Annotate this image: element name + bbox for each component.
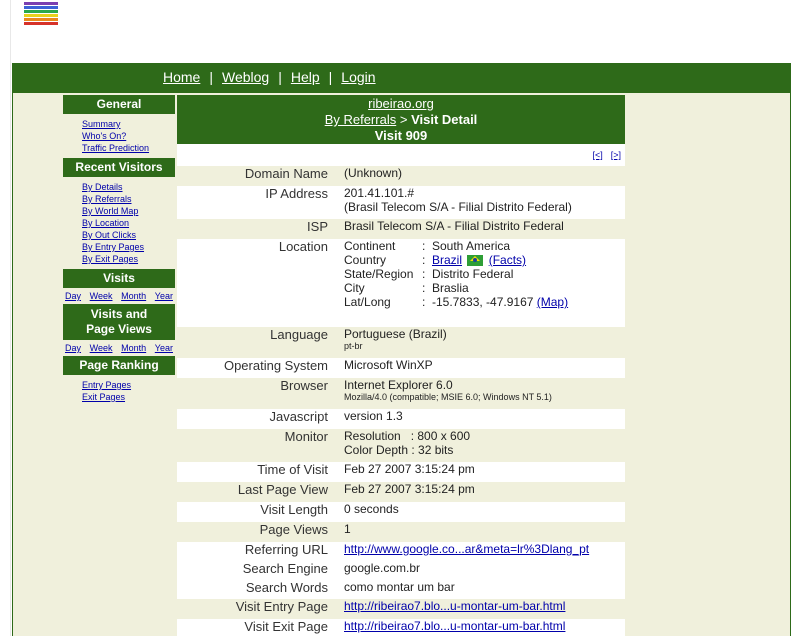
label-domain: Domain Name — [177, 166, 336, 186]
sidebar-item-summary[interactable]: Summary — [82, 119, 121, 129]
label-length: Visit Length — [260, 502, 328, 517]
row-language — [177, 327, 625, 358]
label-isp: ISP — [177, 219, 336, 239]
label-browser: Browser — [177, 378, 336, 409]
left-edge-line — [10, 0, 11, 636]
colon: : — [422, 267, 426, 281]
row-page-views — [177, 522, 625, 542]
brazil-flag-icon — [467, 255, 483, 266]
facts-link[interactable]: (Facts) — [488, 253, 527, 267]
row-monitor — [177, 429, 625, 462]
continent-value: South America — [432, 239, 511, 253]
user-agent: Mozilla/4.0 (compatible; MSIE 6.0; Windows NT 5.1) — [344, 392, 552, 402]
location-table — [344, 239, 568, 309]
value-javascript: version 1.3 — [344, 409, 403, 423]
value-refurl — [336, 542, 625, 561]
label-javascript: Javascript — [269, 409, 328, 424]
latlong-key: Lat/Long — [344, 295, 391, 309]
value-lastpage: Feb 27 2007 3:15:24 pm — [336, 482, 625, 502]
sidebar-item-by-out-clicks[interactable]: By Out Clicks — [82, 230, 137, 240]
row-isp — [177, 219, 625, 239]
nav-separator: | — [209, 69, 213, 85]
detail-table — [177, 166, 625, 639]
row-exit-page — [177, 619, 625, 639]
pv-week-link[interactable]: Week — [89, 343, 113, 353]
breadcrumb — [177, 112, 625, 128]
label-refurl: Referring URL — [244, 542, 328, 557]
label-exit: Visit Exit Page — [244, 619, 328, 634]
sidebar-heading-visits-page-views: Visits and Page Views — [63, 304, 175, 340]
top-nav — [163, 69, 376, 85]
state-value: Distrito Federal — [432, 267, 514, 281]
row-location — [177, 239, 625, 327]
value-length: 0 seconds — [344, 502, 399, 516]
continent-key: Continent — [344, 239, 396, 253]
ip-owner: (Brasil Telecom S/A - Filial Distrito Federal) — [344, 200, 572, 214]
row-last-page-view — [177, 482, 625, 502]
colon: : — [422, 253, 426, 267]
label-location: Location — [278, 239, 328, 254]
country-key: Country — [344, 253, 387, 267]
row-time-of-visit — [177, 462, 625, 482]
sidebar-item-by-referrals[interactable]: By Referrals — [82, 194, 132, 204]
next-visit-link[interactable]: [>] — [610, 150, 621, 160]
visit-detail-panel — [177, 95, 625, 636]
latlong-text: -15.7833, -47.9167 — [432, 295, 534, 309]
visits-year-link[interactable]: Year — [154, 291, 173, 301]
sidebar — [63, 95, 175, 407]
sidebar-item-by-world-map[interactable]: By World Map — [82, 206, 139, 216]
panel-header — [177, 95, 625, 144]
value-pageviews: 1 — [336, 522, 625, 542]
sidebar-item-exit-pages[interactable]: Exit Pages — [82, 392, 126, 402]
sidebar-heading-general: General — [63, 95, 175, 114]
value-os: Microsoft WinXP — [344, 358, 433, 372]
referring-url-link[interactable]: http://www.google.co...ar&meta=lr%3Dlang_pt — [344, 542, 590, 556]
sidebar-row-visits-page-views — [63, 340, 175, 356]
row-search-engine — [177, 561, 625, 580]
colon: : — [422, 281, 426, 295]
app-logo-icon — [24, 2, 58, 28]
sidebar-heading-page-ranking: Page Ranking — [63, 356, 175, 375]
site-link[interactable]: ribeirao.org — [368, 96, 434, 111]
colon: : — [422, 295, 426, 309]
value-engine: google.com.br — [344, 561, 421, 575]
row-ip — [177, 186, 625, 219]
pv-year-link[interactable]: Year — [154, 343, 173, 353]
main-left-border — [12, 93, 13, 636]
row-referring-url — [177, 542, 625, 561]
value-browser — [336, 378, 625, 409]
nav-separator: | — [278, 69, 282, 85]
sidebar-row-visits — [63, 288, 175, 304]
pv-day-link[interactable]: Day — [65, 343, 82, 353]
language-code: pt-br — [344, 341, 363, 351]
prev-visit-link[interactable]: [<] — [592, 150, 603, 160]
row-visit-length — [177, 502, 625, 522]
top-nav-bar — [12, 63, 791, 93]
sidebar-heading-recent-visitors: Recent Visitors — [63, 158, 175, 177]
value-domain: (Unknown) — [336, 166, 625, 186]
ip-value: 201.41.101.# — [344, 186, 415, 200]
row-os — [177, 358, 625, 378]
label-lastpage: Last Page View — [177, 482, 336, 502]
value-entry — [336, 599, 625, 619]
visits-week-link[interactable]: Week — [89, 291, 113, 301]
page-title: Visit 909 — [374, 128, 428, 143]
sidebar-list-general — [63, 114, 175, 158]
monitor-color-depth: Color Depth : 32 bits — [344, 443, 454, 457]
value-time: Feb 27 2007 3:15:24 pm — [344, 462, 475, 476]
visits-month-link[interactable]: Month — [121, 291, 147, 301]
sidebar-list-ranking — [63, 375, 175, 407]
value-language — [336, 327, 625, 358]
row-javascript — [177, 409, 625, 429]
row-domain — [177, 166, 625, 186]
language-value: Portuguese (Brazil) — [344, 327, 447, 341]
colon: : — [422, 239, 426, 253]
label-entry: Visit Entry Page — [177, 599, 336, 619]
visits-day-link[interactable]: Day — [65, 291, 82, 301]
country-value — [432, 253, 568, 267]
sidebar-list-recent — [63, 177, 175, 269]
value-monitor — [336, 429, 625, 462]
latlong-value — [432, 295, 568, 309]
value-words: como montar um bar — [344, 580, 455, 594]
sidebar-item-traffic-prediction[interactable]: Traffic Prediction — [82, 143, 150, 153]
label-time: Time of Visit — [257, 462, 328, 477]
sidebar-item-entry-pages[interactable]: Entry Pages — [82, 380, 132, 390]
label-language: Language — [177, 327, 336, 358]
sidebar-item-by-entry-pages[interactable]: By Entry Pages — [82, 242, 145, 252]
nav-separator: | — [328, 69, 333, 85]
sidebar-item-by-details[interactable]: By Details — [82, 182, 123, 192]
pv-month-link[interactable]: Month — [121, 343, 147, 353]
value-location — [336, 239, 625, 327]
browser-value: Internet Explorer 6.0 — [344, 378, 453, 392]
sidebar-item-whos-on[interactable]: Who's On? — [82, 131, 127, 141]
breadcrumb-current: Visit Detail — [411, 112, 478, 127]
label-os: Operating System — [223, 358, 328, 373]
nav-weblog-link[interactable]: Weblog — [222, 69, 270, 85]
label-engine: Search Engine — [242, 561, 328, 576]
value-ip — [336, 186, 625, 219]
city-key: City — [344, 281, 365, 295]
pager — [177, 144, 625, 166]
label-words: Search Words — [245, 580, 328, 595]
breadcrumb-separator: > — [399, 112, 408, 127]
label-monitor: Monitor — [177, 429, 336, 462]
exit-page-link[interactable]: http://ribeirao7.blo...u-montar-um-bar.html — [344, 619, 566, 633]
nav-help-link[interactable]: Help — [290, 69, 320, 85]
sidebar-heading-visits: Visits — [63, 269, 175, 288]
sidebar-item-by-exit-pages[interactable]: By Exit Pages — [82, 254, 139, 264]
value-isp: Brasil Telecom S/A - Filial Distrito Federal — [336, 219, 625, 239]
row-browser — [177, 378, 625, 409]
city-value: Braslia — [432, 281, 469, 295]
nav-home-link[interactable]: Home — [163, 69, 201, 85]
map-link[interactable]: (Map) — [536, 295, 569, 309]
country-link[interactable]: Brazil — [432, 253, 463, 267]
state-key: State/Region — [344, 267, 414, 281]
value-exit — [336, 619, 625, 639]
label-pageviews: Page Views — [177, 522, 336, 542]
entry-page-link[interactable]: http://ribeirao7.blo...u-montar-um-bar.html — [344, 599, 566, 613]
row-entry-page — [177, 599, 625, 619]
sidebar-item-by-location[interactable]: By Location — [82, 218, 130, 228]
label-ip: IP Address — [265, 186, 328, 201]
monitor-resolution: Resolution : 800 x 600 — [344, 429, 471, 443]
breadcrumb-by-referrals-link[interactable]: By Referrals — [324, 112, 397, 127]
row-search-words — [177, 580, 625, 599]
nav-login-link[interactable]: Login — [341, 69, 376, 85]
